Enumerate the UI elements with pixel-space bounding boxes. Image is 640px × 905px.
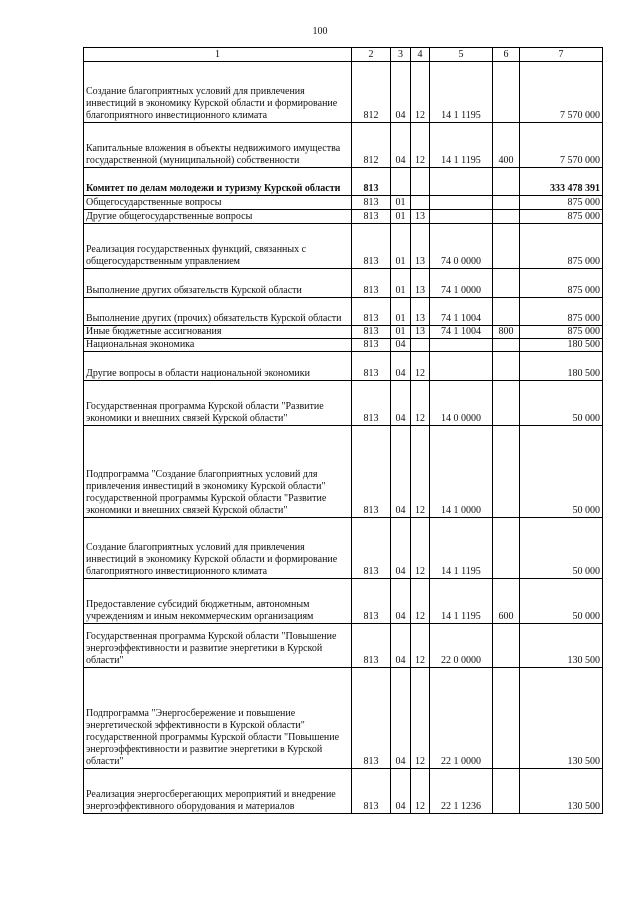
cell-description: Предоставление субсидий бюджетным, автономным учреждениям и иным некоммерческим организациям [84, 579, 352, 624]
cell-admin-code: 813 [352, 269, 391, 298]
cell-amount: 130 500 [520, 624, 603, 668]
cell-subsection: 12 [411, 62, 430, 123]
table-row [84, 426, 603, 518]
cell-section: 04 [391, 123, 411, 168]
cell-amount: 50 000 [520, 518, 603, 579]
cell-amount: 180 500 [520, 352, 603, 381]
column-header: 6 [493, 48, 520, 62]
table-row [84, 579, 603, 624]
cell-expense-type [493, 298, 520, 326]
cell-amount: 50 000 [520, 381, 603, 426]
cell-admin-code: 813 [352, 352, 391, 381]
cell-subsection: 13 [411, 298, 430, 326]
table-row [84, 352, 603, 381]
table-row [84, 769, 603, 814]
cell-target-item [430, 168, 493, 196]
cell-subsection: 12 [411, 579, 430, 624]
cell-amount: 875 000 [520, 210, 603, 224]
cell-admin-code: 813 [352, 196, 391, 210]
cell-description: Другие общегосударственные вопросы [84, 210, 352, 224]
cell-description: Общегосударственные вопросы [84, 196, 352, 210]
column-header: 4 [411, 48, 430, 62]
cell-expense-type: 600 [493, 579, 520, 624]
cell-admin-code: 813 [352, 624, 391, 668]
cell-admin-code: 813 [352, 579, 391, 624]
cell-admin-code: 813 [352, 426, 391, 518]
cell-description: Капитальные вложения в объекты недвижимого имущества государственной (муниципальной) собственности [84, 123, 352, 168]
cell-section: 04 [391, 339, 411, 352]
cell-description: Выполнение других (прочих) обязательств Курской области [84, 298, 352, 326]
cell-target-item: 74 1 0000 [430, 269, 493, 298]
cell-target-item: 14 0 0000 [430, 381, 493, 426]
cell-target-item: 74 1 1004 [430, 326, 493, 339]
cell-subsection: 13 [411, 326, 430, 339]
cell-subsection: 12 [411, 668, 430, 769]
table-row [84, 339, 603, 352]
cell-subsection [411, 196, 430, 210]
cell-section: 01 [391, 196, 411, 210]
cell-expense-type [493, 339, 520, 352]
cell-section: 04 [391, 352, 411, 381]
cell-description: Реализация энергосберегающих мероприятий и внедрение энергоэффективного оборудования и материалов [84, 769, 352, 814]
cell-description: Иные бюджетные ассигнования [84, 326, 352, 339]
cell-description: Комитет по делам молодежи и туризму Курской области [84, 168, 352, 196]
cell-section: 04 [391, 518, 411, 579]
cell-expense-type [493, 62, 520, 123]
cell-expense-type [493, 269, 520, 298]
table-row [84, 168, 603, 196]
cell-expense-type [493, 769, 520, 814]
cell-target-item [430, 339, 493, 352]
cell-target-item: 22 0 0000 [430, 624, 493, 668]
cell-amount: 875 000 [520, 269, 603, 298]
cell-section: 01 [391, 210, 411, 224]
cell-amount: 875 000 [520, 224, 603, 269]
cell-section: 04 [391, 426, 411, 518]
cell-target-item [430, 210, 493, 224]
cell-amount: 7 570 000 [520, 62, 603, 123]
cell-section: 04 [391, 381, 411, 426]
table-row [84, 224, 603, 269]
cell-subsection: 13 [411, 269, 430, 298]
table-row [84, 518, 603, 579]
cell-description: Создание благоприятных условий для привлечения инвестиций в экономику Курской области и формирование благоприятного инвестиционного климата [84, 518, 352, 579]
cell-subsection: 12 [411, 381, 430, 426]
cell-amount: 875 000 [520, 326, 603, 339]
cell-amount: 50 000 [520, 579, 603, 624]
table-row [84, 62, 603, 123]
cell-amount: 333 478 391 [520, 168, 603, 196]
cell-admin-code: 813 [352, 769, 391, 814]
table-row [84, 269, 603, 298]
cell-admin-code: 813 [352, 298, 391, 326]
table-row [84, 210, 603, 224]
cell-subsection: 12 [411, 352, 430, 381]
cell-target-item: 14 1 1195 [430, 518, 493, 579]
cell-description: Создание благоприятных условий для привлечения инвестиций в экономику Курской области и формирование благоприятного инвестиционного климата [84, 62, 352, 123]
cell-amount: 180 500 [520, 339, 603, 352]
cell-amount: 130 500 [520, 668, 603, 769]
cell-description: Реализация государственных функций, связанных с общегосударственным управлением [84, 224, 352, 269]
cell-subsection: 13 [411, 210, 430, 224]
table-row [84, 326, 603, 339]
cell-subsection: 12 [411, 426, 430, 518]
cell-expense-type [493, 224, 520, 269]
cell-description: Национальная экономика [84, 339, 352, 352]
cell-expense-type [493, 352, 520, 381]
cell-admin-code: 813 [352, 518, 391, 579]
cell-expense-type [493, 518, 520, 579]
cell-target-item: 22 1 1236 [430, 769, 493, 814]
cell-amount: 875 000 [520, 196, 603, 210]
cell-section [391, 168, 411, 196]
cell-expense-type [493, 196, 520, 210]
cell-admin-code: 813 [352, 326, 391, 339]
column-header: 7 [520, 48, 603, 62]
cell-subsection: 12 [411, 518, 430, 579]
cell-description: Другие вопросы в области национальной экономики [84, 352, 352, 381]
cell-admin-code: 813 [352, 224, 391, 269]
cell-description: Государственная программа Курской области "Развитие экономики и внешних связей Курской области" [84, 381, 352, 426]
column-header: 2 [352, 48, 391, 62]
cell-subsection: 12 [411, 769, 430, 814]
cell-section: 04 [391, 579, 411, 624]
cell-amount: 875 000 [520, 298, 603, 326]
cell-expense-type [493, 624, 520, 668]
table-row [84, 123, 603, 168]
cell-description: Выполнение других обязательств Курской области [84, 269, 352, 298]
cell-description: Подпрограмма "Энергосбережение и повышение энергетической эффективности в Курской области" государственной программы Курской области "Повышение энергоэффективности и развитие энергетики в Курской области" [84, 668, 352, 769]
cell-target-item: 74 0 0000 [430, 224, 493, 269]
cell-subsection [411, 168, 430, 196]
cell-section: 04 [391, 624, 411, 668]
cell-subsection [411, 339, 430, 352]
table-header-row [84, 48, 603, 62]
cell-section: 04 [391, 668, 411, 769]
budget-table [83, 47, 603, 814]
cell-section: 01 [391, 298, 411, 326]
cell-subsection: 12 [411, 123, 430, 168]
cell-admin-code: 813 [352, 168, 391, 196]
cell-target-item: 14 1 1195 [430, 123, 493, 168]
cell-expense-type [493, 381, 520, 426]
page-number: 100 [312, 26, 328, 37]
cell-description: Государственная программа Курской области "Повышение энергоэффективности и развитие энергетики в Курской области" [84, 624, 352, 668]
table-row [84, 624, 603, 668]
table-row [84, 298, 603, 326]
column-header: 3 [391, 48, 411, 62]
cell-target-item [430, 196, 493, 210]
cell-admin-code: 812 [352, 123, 391, 168]
cell-subsection: 13 [411, 224, 430, 269]
cell-section: 01 [391, 326, 411, 339]
cell-admin-code: 813 [352, 668, 391, 769]
cell-section: 01 [391, 224, 411, 269]
cell-expense-type [493, 168, 520, 196]
cell-admin-code: 813 [352, 210, 391, 224]
table-row [84, 381, 603, 426]
cell-target-item: 22 1 0000 [430, 668, 493, 769]
cell-target-item: 14 1 1195 [430, 579, 493, 624]
cell-expense-type: 800 [493, 326, 520, 339]
cell-target-item: 74 1 1004 [430, 298, 493, 326]
cell-amount: 7 570 000 [520, 123, 603, 168]
cell-expense-type [493, 426, 520, 518]
cell-subsection: 12 [411, 624, 430, 668]
cell-admin-code: 813 [352, 339, 391, 352]
cell-target-item: 14 1 1195 [430, 62, 493, 123]
cell-target-item: 14 1 0000 [430, 426, 493, 518]
column-header: 1 [84, 48, 352, 62]
cell-description: Подпрограмма "Создание благоприятных условий для привлечения инвестиций в экономику Курской области" государственной программы Курской области "Развитие экономики и внешних связей Курской области" [84, 426, 352, 518]
cell-admin-code: 813 [352, 381, 391, 426]
table-row [84, 668, 603, 769]
cell-section: 04 [391, 62, 411, 123]
cell-expense-type: 400 [493, 123, 520, 168]
cell-amount: 130 500 [520, 769, 603, 814]
cell-expense-type [493, 210, 520, 224]
cell-expense-type [493, 668, 520, 769]
cell-admin-code: 812 [352, 62, 391, 123]
column-header: 5 [430, 48, 493, 62]
cell-amount: 50 000 [520, 426, 603, 518]
cell-target-item [430, 352, 493, 381]
cell-section: 04 [391, 769, 411, 814]
cell-section: 01 [391, 269, 411, 298]
table-row [84, 196, 603, 210]
